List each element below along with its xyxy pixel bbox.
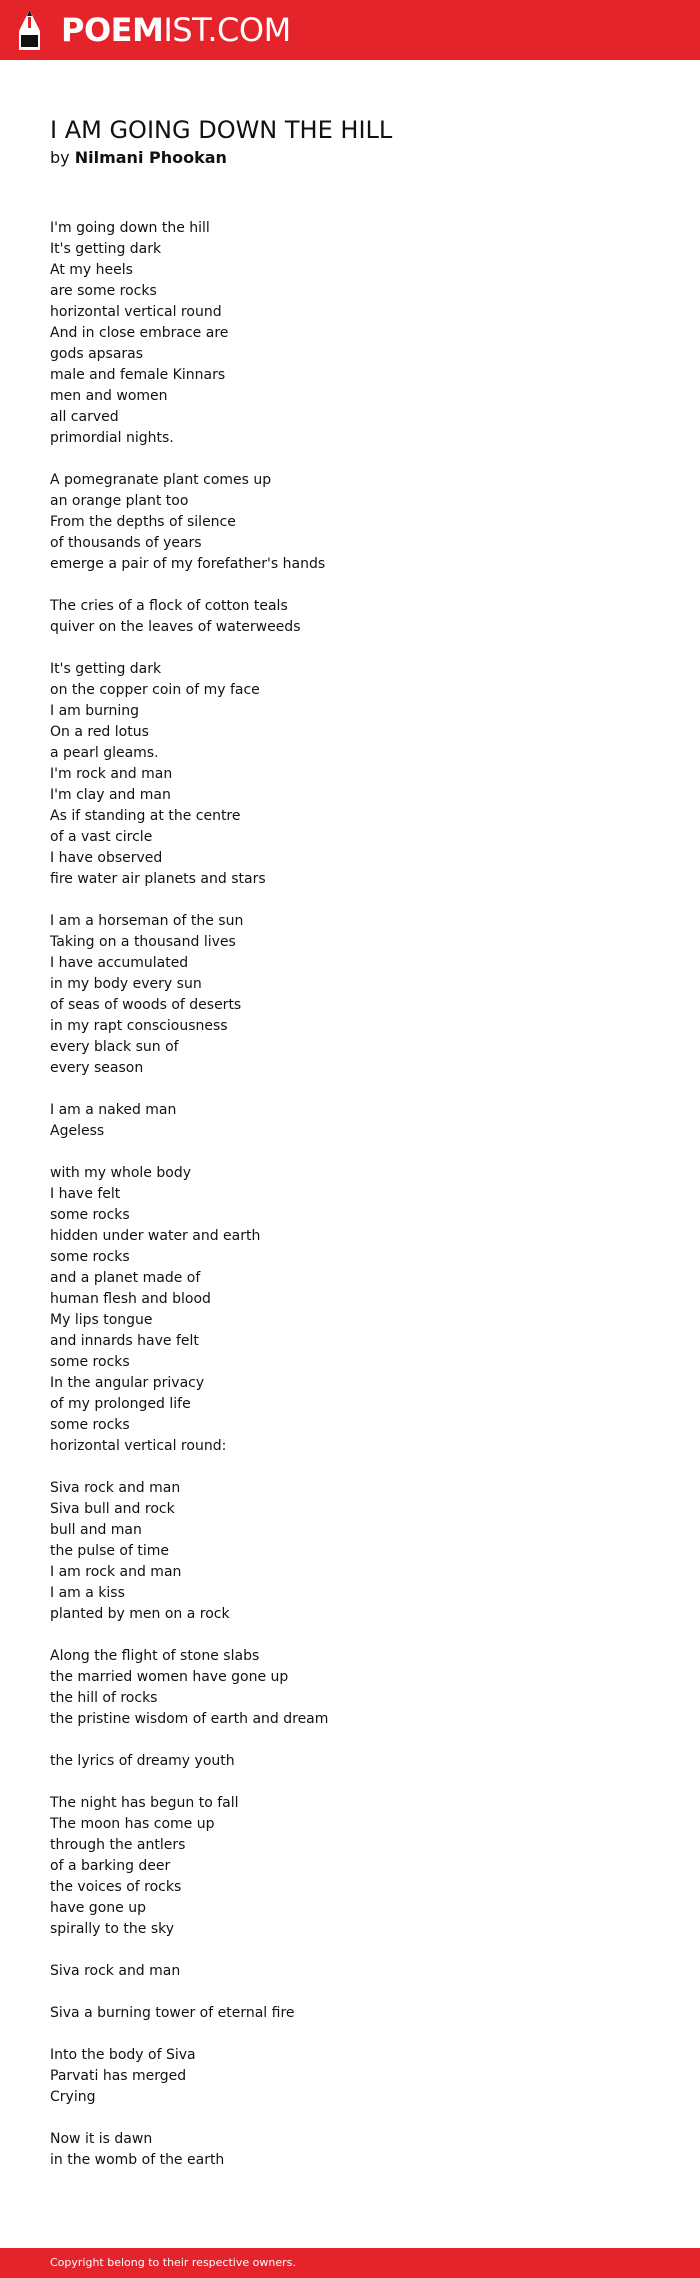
poem-line: I have observed: [50, 850, 163, 866]
stanza-break: [50, 638, 650, 659]
poem-line: Along the flight of stone slabs: [50, 1648, 260, 1664]
poem-line: Siva rock and man: [50, 1480, 181, 1496]
poem-line: have gone up: [50, 1900, 146, 1916]
logo-light-text: IST.COM: [163, 11, 291, 49]
poem-line: of my prolonged life: [50, 1396, 191, 1412]
poem-line: I'm going down the hill: [50, 220, 210, 236]
poem-line: some rocks: [50, 1249, 130, 1265]
poem-line: It's getting dark: [50, 661, 162, 677]
poem-line: The night has begun to fall: [50, 1795, 239, 1811]
poem-line: with my whole body: [50, 1165, 191, 1181]
poem-line: a pearl gleams.: [50, 745, 159, 761]
stanza-break: [50, 1772, 650, 1793]
poem-line: of seas of woods of deserts: [50, 997, 242, 1013]
poem-line: I am burning: [50, 703, 140, 719]
poem-line: the married women have gone up: [50, 1669, 289, 1685]
poem-line: human flesh and blood: [50, 1291, 211, 1307]
poem-line: horizontal vertical round:: [50, 1438, 227, 1454]
poem-line: in the womb of the earth: [50, 2152, 225, 2168]
poem-line: I'm rock and man: [50, 766, 173, 782]
poem-line: As if standing at the centre: [50, 808, 241, 824]
poem-line: spirally to the sky: [50, 1921, 175, 1937]
poem-line: some rocks: [50, 1207, 130, 1223]
poem-line: are some rocks: [50, 283, 157, 299]
poem-line: some rocks: [50, 1417, 130, 1433]
poem-line: bull and man: [50, 1522, 142, 1538]
poem-line: The cries of a flock of cotton teals: [50, 598, 288, 614]
stanza-break: [50, 1730, 650, 1751]
copyright-text: Copyright belong to their respective owners.: [50, 2256, 296, 2269]
author-name: Nilmani Phookan: [74, 148, 227, 167]
site-header: [0, 0, 700, 60]
poem-line: I'm clay and man: [50, 787, 171, 803]
poem-line: Taking on a thousand lives: [50, 934, 236, 950]
poem-line: And in close embrace are: [50, 325, 229, 341]
poem-title: I AM GOING DOWN THE HILL: [50, 116, 393, 144]
pen-nib-icon: [17, 9, 42, 51]
poem-line: every season: [50, 1060, 144, 1076]
by-label: by: [50, 148, 70, 167]
poem-line: hidden under water and earth: [50, 1228, 261, 1244]
poem-line: gods apsaras: [50, 346, 144, 362]
poem-line: men and women: [50, 388, 168, 404]
poem-line: in my rapt consciousness: [50, 1018, 228, 1034]
poem-line: the lyrics of dreamy youth: [50, 1753, 235, 1769]
poem-line: fire water air planets and stars: [50, 871, 266, 887]
stanza-break: [50, 1079, 650, 1100]
poem-line: some rocks: [50, 1354, 130, 1370]
poem-line: male and female Kinnars: [50, 367, 226, 383]
poem-line: planted by men on a rock: [50, 1606, 230, 1622]
poem-line: Siva a burning tower of eternal fire: [50, 2005, 295, 2021]
poem-line: through the antlers: [50, 1837, 186, 1853]
poem-line: of thousands of years: [50, 535, 202, 551]
poem-line: Siva rock and man: [50, 1963, 181, 1979]
stanza-break: [50, 1457, 650, 1478]
poem-line: in my body every sun: [50, 976, 202, 992]
poem-line: A pomegranate plant comes up: [50, 472, 272, 488]
poem-line: all carved: [50, 409, 119, 425]
logo-bold-text: POEM: [61, 11, 164, 49]
poem-line: primordial nights.: [50, 430, 174, 446]
poem-line: At my heels: [50, 262, 133, 278]
poem-line: My lips tongue: [50, 1312, 153, 1328]
poem-line: the voices of rocks: [50, 1879, 182, 1895]
stanza-break: [50, 2108, 650, 2129]
poem-line: quiver on the leaves of waterweeds: [50, 619, 301, 635]
poem-line: On a red lotus: [50, 724, 149, 740]
poem-line: Now it is dawn: [50, 2131, 153, 2147]
poem-line: The moon has come up: [50, 1816, 215, 1832]
stanza-break: [50, 1625, 650, 1646]
byline: [50, 146, 227, 170]
poem-line: I am rock and man: [50, 1564, 182, 1580]
stanza-break: [50, 890, 650, 911]
poem-line: every black sun of: [50, 1039, 179, 1055]
poem-line: of a vast circle: [50, 829, 153, 845]
poem-line: an orange plant too: [50, 493, 189, 509]
poem-line: I am a horseman of the sun: [50, 913, 244, 929]
poem-line: From the depths of silence: [50, 514, 236, 530]
poem-line: I am a naked man: [50, 1102, 177, 1118]
site-logo[interactable]: [61, 10, 291, 50]
poem-line: Parvati has merged: [50, 2068, 187, 2084]
poem-line: emerge a pair of my forefather's hands: [50, 556, 326, 572]
stanza-break: [50, 1940, 650, 1961]
poem-line: of a barking deer: [50, 1858, 171, 1874]
stanza-break: [50, 1142, 650, 1163]
poem-line: and innards have felt: [50, 1333, 199, 1349]
poem-line: I have felt: [50, 1186, 121, 1202]
stanza-break: [50, 575, 650, 596]
poem-line: and a planet made of: [50, 1270, 201, 1286]
stanza-break: [50, 449, 650, 470]
poem-line: I have accumulated: [50, 955, 189, 971]
poem-line: Crying: [50, 2089, 96, 2105]
poem-line: Into the body of Siva: [50, 2047, 196, 2063]
stanza-break: [50, 1982, 650, 2003]
stanza-break: [50, 2024, 650, 2045]
site-footer: [0, 2248, 700, 2278]
poem-line: In the angular privacy: [50, 1375, 205, 1391]
poem-line: the pulse of time: [50, 1543, 170, 1559]
poem-line: I am a kiss: [50, 1585, 125, 1601]
poem-line: the pristine wisdom of earth and dream: [50, 1711, 329, 1727]
poem-line: on the copper coin of my face: [50, 682, 260, 698]
poem-line: It's getting dark: [50, 241, 162, 257]
poem-line: horizontal vertical round: [50, 304, 222, 320]
poem-body: [50, 218, 650, 2171]
poem-line: the hill of rocks: [50, 1690, 158, 1706]
poem-line: Siva bull and rock: [50, 1501, 175, 1517]
poem-line: Ageless: [50, 1123, 105, 1139]
